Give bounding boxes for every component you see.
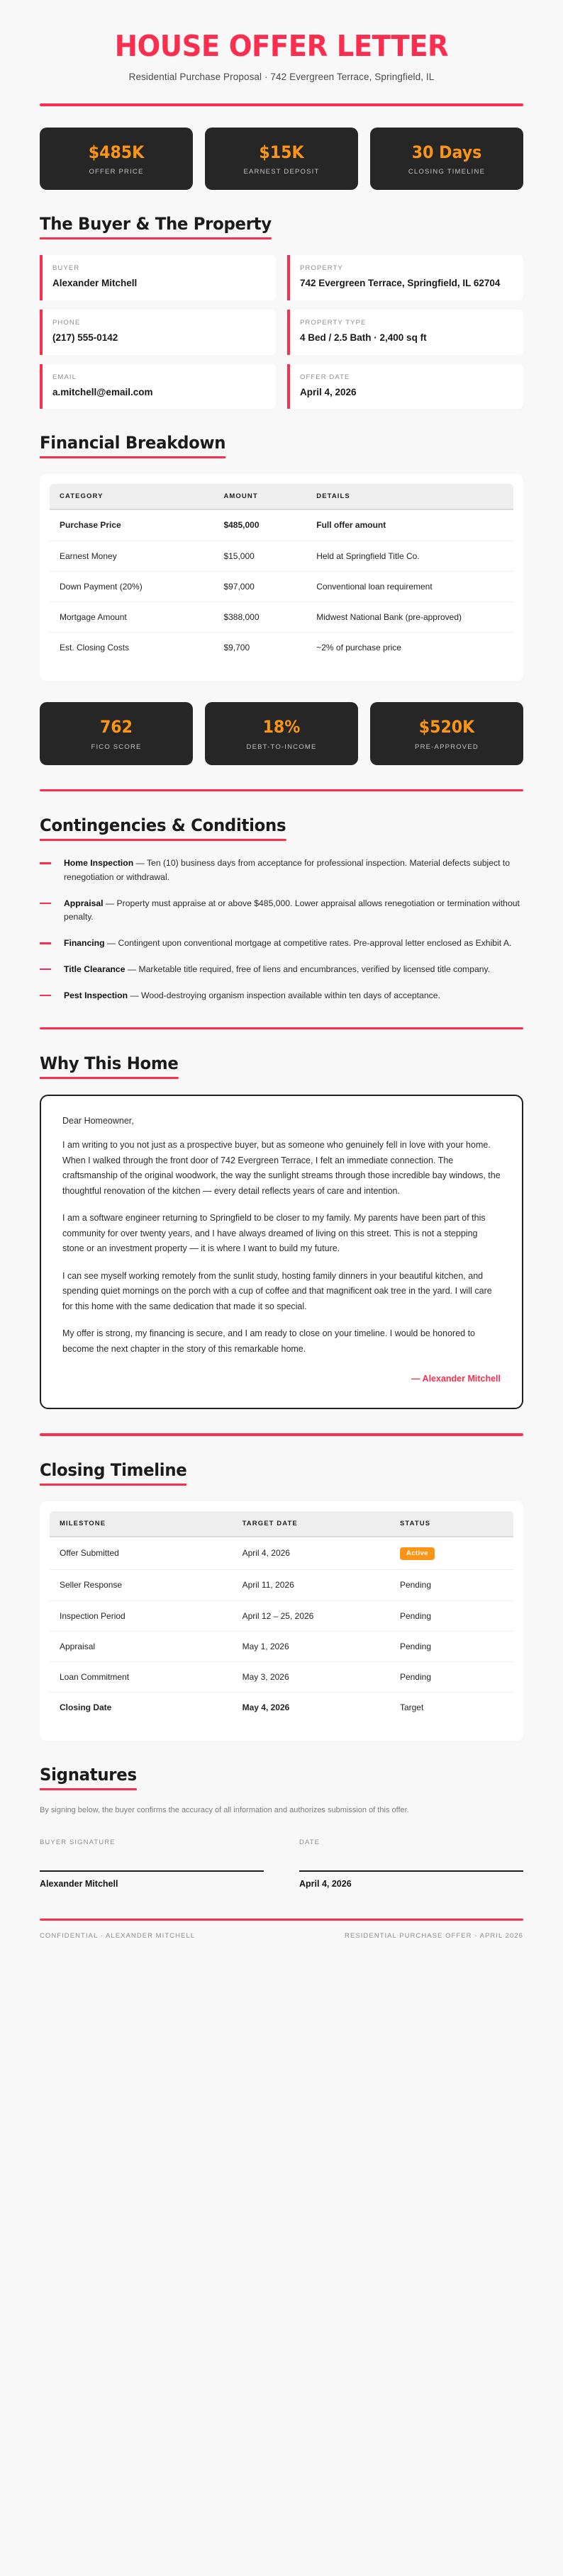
- cell-amount: $388,000: [216, 601, 309, 632]
- section-divider: [40, 1433, 523, 1436]
- info-card-offer-date: [287, 364, 523, 409]
- stat-value: $485K: [88, 142, 145, 163]
- stat-label: EARNEST DEPOSIT: [243, 168, 320, 176]
- stat-card-pre-approved: [370, 702, 523, 764]
- info-card-property: [287, 255, 523, 300]
- section-title: Contingencies & Conditions: [40, 815, 286, 841]
- letter-card: [40, 1095, 523, 1409]
- cell-category: Down Payment (20%): [50, 571, 216, 601]
- signature-line[interactable]: [40, 1870, 264, 1872]
- contingency-term: Appraisal: [64, 898, 104, 908]
- column-header-target-date: TARGET DATE: [235, 1511, 393, 1537]
- letter-paragraph: I am writing to you not just as a prospective buyer, but as someone who genuinely fell in love with your home. When I walked through the front door of 742 Evergreen Terrace, I felt an immediate connection. The craftsmanship of the original woodwork, the way the sunlight streams through those incredible bay windows, the thoughtful renovation of the kitchen — every detail reflects years of care and intention.: [62, 1140, 501, 1196]
- contingency-text: — Ten (10) business days from acceptance for professional inspection. Material defects subject to renegotiation or withdrawal.: [64, 858, 511, 882]
- section-financial-breakdown: [40, 433, 523, 764]
- cell-target-date: May 3, 2026: [235, 1661, 393, 1692]
- stat-label: OFFER PRICE: [89, 168, 144, 176]
- list-item: [40, 857, 523, 885]
- status-badge: Active: [400, 1547, 435, 1561]
- section-title: The Buyer & The Property: [40, 214, 272, 239]
- cell-status: Pending: [393, 1570, 513, 1600]
- table-row: [50, 1600, 513, 1631]
- stat-label: PRE-APPROVED: [415, 742, 479, 751]
- stat-label: CLOSING TIMELINE: [408, 168, 486, 176]
- cell-status: Pending: [393, 1661, 513, 1692]
- stat-value: $520K: [418, 717, 475, 738]
- list-item: [40, 963, 523, 977]
- section-title: Closing Timeline: [40, 1460, 186, 1486]
- info-card-phone: [40, 310, 276, 355]
- date-value: April 4, 2026: [299, 1878, 352, 1889]
- page-footer: [40, 1932, 523, 1940]
- letter-paragraph: My offer is strong, my financing is secure, and I am ready to close on your timeline. I would be honored to become the next chapter in the story of this remarkable home.: [62, 1328, 476, 1354]
- signature-label: BUYER SIGNATURE: [40, 1838, 116, 1846]
- cell-amount: $485,000: [216, 509, 309, 541]
- info-value: 4 Bed / 2.5 Bath · 2,400 sq ft: [300, 332, 427, 344]
- section-divider: [40, 789, 523, 792]
- info-card-buyer: [40, 255, 276, 300]
- cell-status: Pending: [393, 1631, 513, 1661]
- table-row: [50, 633, 513, 663]
- info-value: (217) 555-0142: [52, 332, 118, 344]
- contingency-term: Pest Inspection: [64, 990, 128, 1000]
- signature-value: Alexander Mitchell: [40, 1878, 118, 1889]
- dash-marker-icon: [40, 903, 51, 905]
- section-contingencies: [40, 815, 523, 1002]
- cell-milestone: Appraisal: [50, 1631, 235, 1661]
- info-label: EMAIL: [52, 373, 77, 381]
- cell-details: Conventional loan requirement: [309, 571, 513, 601]
- table-row: [50, 1693, 513, 1723]
- info-value: a.mitchell@email.com: [52, 386, 153, 397]
- financial-table-card: [40, 474, 523, 681]
- page-subtitle: Residential Purchase Proposal · 742 Evergreen Terrace, Springfield, IL: [128, 72, 435, 83]
- cell-milestone: Offer Submitted: [50, 1537, 235, 1570]
- table-header-row: [50, 484, 513, 509]
- column-header-details: DETAILS: [309, 484, 513, 509]
- info-label: PROPERTY TYPE: [300, 319, 367, 327]
- document-header: [40, 0, 523, 82]
- timeline-table: [50, 1511, 513, 1723]
- stat-card-fico-score: [40, 702, 193, 764]
- contingency-list: [40, 857, 523, 1002]
- table-row: [50, 509, 513, 541]
- cell-target-date: May 4, 2026: [242, 1702, 290, 1713]
- letter-signature: — Alexander Mitchell: [411, 1374, 501, 1384]
- stat-label: DEBT-TO-INCOME: [246, 742, 317, 751]
- column-header-amount: AMOUNT: [216, 484, 309, 509]
- table-row: [50, 601, 513, 632]
- stat-label: FICO SCORE: [91, 742, 142, 751]
- cell-status: Target: [399, 1702, 424, 1713]
- cell-category: Earnest Money: [50, 541, 216, 571]
- contingency-text: — Marketable title required, free of liens and encumbrances, verified by licensed title company.: [125, 964, 491, 974]
- table-row: [50, 1537, 513, 1570]
- section-divider: [40, 1027, 523, 1030]
- cell-details: Held at Springfield Title Co.: [309, 541, 513, 571]
- signature-grid: [40, 1838, 523, 1889]
- cell-category: Est. Closing Costs: [60, 643, 130, 653]
- stat-card-closing-timeline: [370, 128, 523, 190]
- table-row: [50, 1631, 513, 1661]
- info-label: PROPERTY: [300, 264, 343, 273]
- date-line[interactable]: [299, 1870, 523, 1872]
- table-row: [50, 541, 513, 571]
- info-card-email: [40, 364, 276, 409]
- list-item: [40, 937, 523, 951]
- cell-details: Full offer amount: [309, 509, 513, 541]
- cell-category: Purchase Price: [50, 509, 216, 541]
- signature-note: By signing below, the buyer confirms the accuracy of all information and authorizes submission of this offer.: [40, 1806, 409, 1815]
- footer-right: RESIDENTIAL PURCHASE OFFER · APRIL 2026: [345, 1932, 523, 1941]
- info-label: BUYER: [52, 264, 80, 273]
- contingency-term: Home Inspection: [64, 858, 134, 869]
- stat-value: 762: [99, 717, 133, 738]
- column-header-milestone: MILESTONE: [50, 1511, 235, 1537]
- contingency-text: — Property must appraise at or above $485,000. Lower appraisal allows renegotiation or termination without penalty.: [64, 898, 520, 922]
- footer-divider: [40, 1919, 523, 1921]
- cell-milestone: Inspection Period: [50, 1600, 235, 1631]
- signature-block-buyer: [40, 1838, 264, 1889]
- section-title: Financial Breakdown: [40, 433, 225, 458]
- table-row: [50, 1570, 513, 1600]
- cell-target-date: April 11, 2026: [235, 1570, 393, 1600]
- dash-marker-icon: [40, 968, 51, 971]
- section-title: Why This Home: [40, 1053, 179, 1079]
- letter-paragraph: I can see myself working remotely from the sunlit study, hosting family dinners in your beautiful kitchen, and spending quiet mornings on the porch with a cup of coffee and that magnificent oak tree in the yard. I will care for this home with the same dedication that made it so special.: [62, 1270, 492, 1311]
- letter-greeting: Dear Homeowner,: [62, 1116, 134, 1126]
- table-row: [50, 571, 513, 601]
- stat-value: $15K: [259, 142, 304, 163]
- info-label: PHONE: [52, 319, 81, 327]
- list-item: [40, 989, 523, 1003]
- financial-table: [50, 484, 513, 662]
- cell-milestone: Loan Commitment: [50, 1661, 235, 1692]
- stat-card-debt-to-income: [205, 702, 358, 764]
- cell-details: ~2% of purchase price: [316, 643, 401, 653]
- table-header-row: [50, 1511, 513, 1537]
- stat-value: 30 Days: [411, 142, 482, 163]
- section-why-this-home: [40, 1053, 523, 1409]
- financial-table-head: [50, 484, 513, 509]
- buyer-property-grid: [40, 255, 523, 409]
- cell-milestone: Seller Response: [50, 1570, 235, 1600]
- stat-value: 18%: [262, 717, 301, 738]
- financial-table-body: [50, 509, 513, 662]
- timeline-table-card: [40, 1501, 523, 1741]
- contingency-term: Title Clearance: [64, 964, 126, 974]
- info-value: 742 Evergreen Terrace, Springfield, IL 62704: [300, 278, 501, 289]
- section-buyer-property: [40, 214, 523, 409]
- cell-amount: $9,700: [223, 643, 250, 653]
- cell-amount: $15,000: [216, 541, 309, 571]
- offer-summary-stats: [40, 128, 523, 190]
- column-header-category: CATEGORY: [50, 484, 216, 509]
- cell-milestone: Closing Date: [60, 1702, 112, 1713]
- footer-left: CONFIDENTIAL · ALEXANDER MITCHELL: [40, 1932, 196, 1941]
- contingency-term: Financing: [64, 938, 105, 949]
- section-signatures: [40, 1765, 523, 1889]
- column-header-status: STATUS: [393, 1511, 513, 1537]
- info-value: April 4, 2026: [300, 386, 357, 397]
- timeline-table-body: [50, 1537, 513, 1723]
- contingency-text: — Contingent upon conventional mortgage at competitive rates. Pre-approval letter enclosed as Exhibit A.: [104, 938, 512, 949]
- page-title: HOUSE OFFER LETTER: [114, 29, 449, 63]
- info-card-property-type: [287, 310, 523, 355]
- stat-card-offer-price: [40, 128, 193, 190]
- stat-card-earnest-deposit: [205, 128, 358, 190]
- timeline-table-head: [50, 1511, 513, 1537]
- dash-marker-icon: [40, 995, 51, 997]
- section-closing-timeline: [40, 1460, 523, 1741]
- list-item: [40, 897, 523, 925]
- cell-details: Midwest National Bank (pre-approved): [309, 601, 513, 632]
- info-label: OFFER DATE: [300, 373, 350, 381]
- letter-paragraph: I am a software engineer returning to Springfield to be closer to my family. My parents have been part of this community for over twenty years, and I have always dreamed of living on this street. This is not a stepping stone or an investment property — it is where I want to build my future.: [62, 1213, 486, 1253]
- info-value: Alexander Mitchell: [52, 278, 138, 289]
- date-label: DATE: [299, 1838, 320, 1846]
- dash-marker-icon: [40, 942, 51, 944]
- section-title: Signatures: [40, 1765, 137, 1790]
- header-divider: [40, 103, 523, 106]
- cell-status: Pending: [393, 1600, 513, 1631]
- cell-amount: $97,000: [216, 571, 309, 601]
- cell-category: Mortgage Amount: [50, 601, 216, 632]
- signature-block-date: [299, 1838, 523, 1889]
- cell-target-date: April 4, 2026: [235, 1537, 393, 1570]
- cell-status: [393, 1537, 513, 1570]
- table-row: [50, 1661, 513, 1692]
- credit-summary-stats: [40, 702, 523, 764]
- contingency-text: — Wood-destroying organism inspection available within ten days of acceptance.: [128, 990, 440, 1000]
- dash-marker-icon: [40, 862, 51, 864]
- cell-target-date: May 1, 2026: [235, 1631, 393, 1661]
- cell-target-date: April 12 – 25, 2026: [235, 1600, 393, 1631]
